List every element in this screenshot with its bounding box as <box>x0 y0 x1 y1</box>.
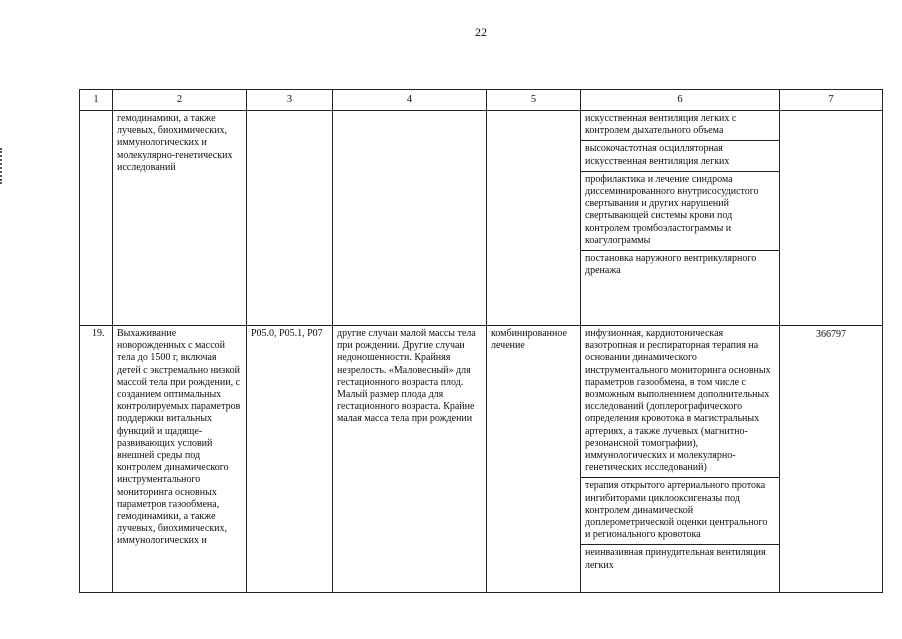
column-header: 7 <box>780 90 883 111</box>
treatment-cell <box>487 111 581 326</box>
column-header: 6 <box>581 90 780 111</box>
column-header: 4 <box>333 90 487 111</box>
column-header: 5 <box>487 90 581 111</box>
cost-cell <box>780 111 883 326</box>
row-number-cell <box>80 111 113 326</box>
profile-text: Выхаживание новорожденных с массой тела до 1500 г, включая детей с экстремально низкой массой тела при рождении, с созданием оптимальных контролируемых параметров поддержки витальных функций и щадяще-развивающих условий внешней среды под контролем динамического инструментального мониторинга основных параметров газообмена, гемодинамики, а также лучевых, биохимических, иммунологических и <box>117 328 241 547</box>
codes-cell <box>247 111 333 326</box>
methods-cell <box>581 326 780 593</box>
methods-list <box>581 111 779 325</box>
codes-cell <box>247 326 333 593</box>
method-item: неинвазивная принудительная вентиляция легких <box>585 547 766 571</box>
method-item: постановка наружного вентрикулярного дренажа <box>585 253 757 277</box>
medical-care-table <box>79 89 883 593</box>
profile-text: гемодинамики, а также лучевых, биохимических, иммунологических и молекулярно-генетических исследований <box>117 113 233 173</box>
table-row <box>80 111 883 326</box>
column-header: 3 <box>247 90 333 111</box>
page-number: 22 <box>475 25 487 39</box>
patient-model: другие случаи малой массы тела при рождении. Другие случаи недоношенности. Крайняя незрелость. «Маловесный» для гестационного возраста плод. Малый размер плода для гестационного возраста. Крайне малая масса тела при рождении <box>337 328 476 425</box>
profile-cell <box>113 326 247 593</box>
treatment-cell <box>487 326 581 593</box>
profile-cell <box>113 111 247 326</box>
cost-cell <box>780 326 883 593</box>
method-item: инфузионная, кардиотоническая вазотропная и респираторная терапия на основании динамического инструментального мониторинга основных параметров газообмена, в том числе с возможным выполнением дополнительных исследований (доплерографического определения кровотока в магистральных артериях, а также лучевых (магнитно-резонансной томографии), иммунологических и молекулярно-генетических исследований) <box>581 326 779 478</box>
table-header-row <box>80 90 883 111</box>
column-header: 1 <box>80 90 113 111</box>
table-row <box>80 326 883 593</box>
method-item: искусственная вентиляция легких с контролем дыхательного объема <box>581 111 779 141</box>
model-cell <box>333 111 487 326</box>
column-header: 2 <box>113 90 247 111</box>
cost-value: 366797 <box>816 329 846 340</box>
row-number-cell <box>80 326 113 593</box>
method-item: профилактика и лечение синдрома диссеминированного внутрисосудистого свертывания и других нарушений свертывающей системы крови под контролем тромбоэластограммы и коагулограммы <box>581 172 779 251</box>
method-item: терапия открытого артериального протока ингибиторами циклооксигеназы под контролем динамической доплерометрической оценки центрального и регионального кровотока <box>581 478 779 545</box>
scan-margin-mark <box>0 148 5 184</box>
treatment-type: комбинированное лечение <box>491 328 567 352</box>
model-cell <box>333 326 487 593</box>
method-item: высокочастотная осцилляторная искусственная вентиляция легких <box>581 141 779 171</box>
methods-list <box>581 326 779 592</box>
row-number: 19. <box>92 328 105 339</box>
icd-codes: P05.0, P05.1, P07 <box>251 328 323 339</box>
methods-cell <box>581 111 780 326</box>
